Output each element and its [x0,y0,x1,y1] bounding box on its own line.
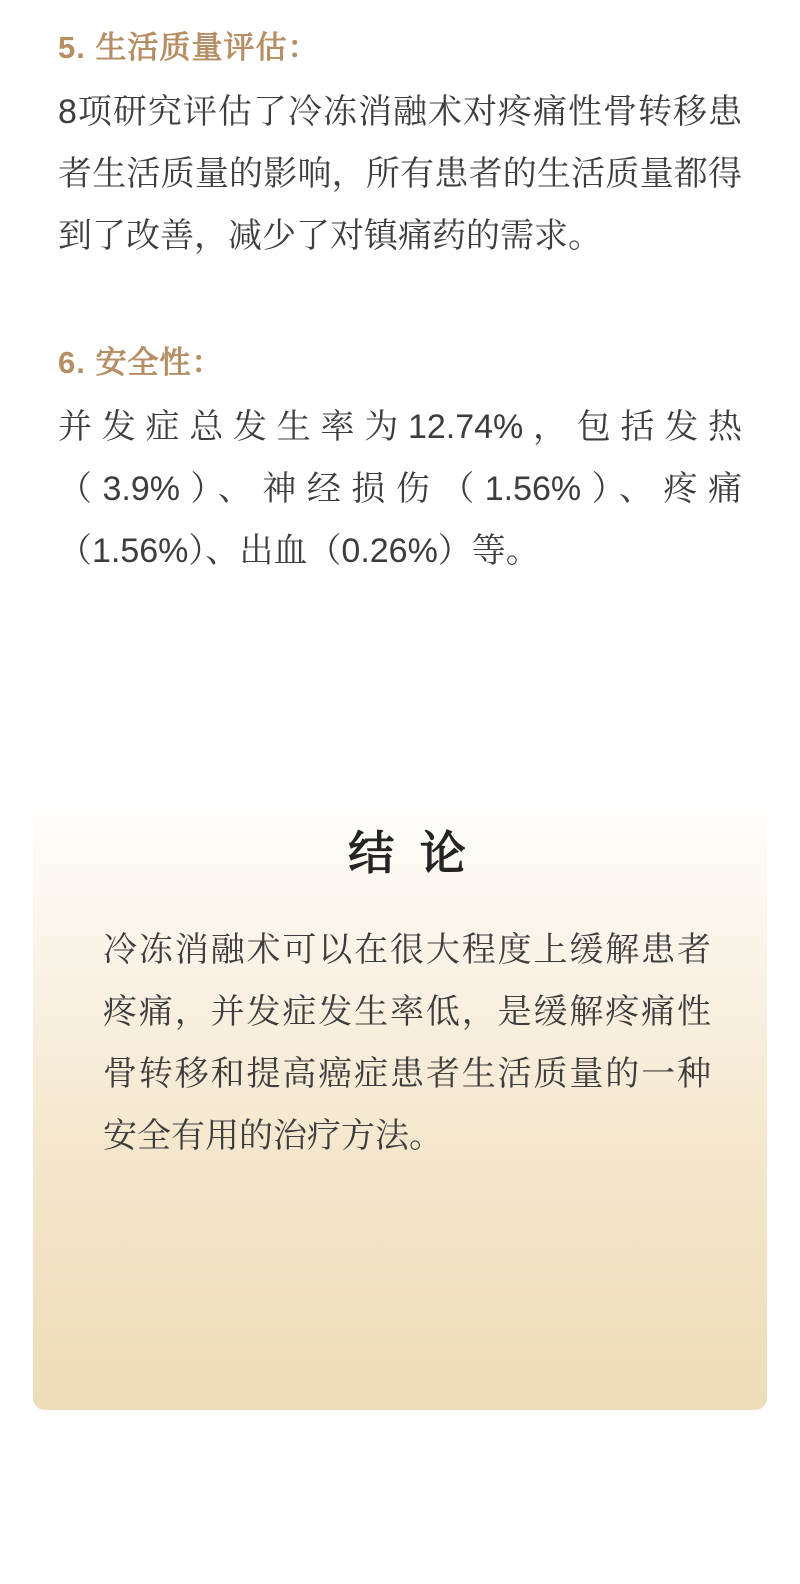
text-line: 安全有用的治疗方法。 [103,1117,443,1155]
conclusion-card [33,798,767,1410]
article-body [0,0,800,582]
text-line: 疼痛，并发症发生率低，是缓解疼痛性 [103,993,711,1031]
conclusion-paragraph [103,919,711,1167]
section-quality-of-life-heading: 5. 生活质量评估： [58,30,320,65]
section-quality-of-life [58,30,742,267]
text-line: （3.9%）、神经损伤（1.56%）、疼痛 [58,470,742,508]
text-line: 骨转移和提高癌症患者生活质量的一种 [103,1055,711,1093]
section-safety [58,345,742,582]
section-safety-heading: 6. 安全性： [58,345,224,380]
text-line: 到了改善，减少了对镇痛药的需求。 [58,217,602,255]
section-safety-paragraph [58,396,742,582]
text-line: 8项研究评估了冷冻消融术对疼痛性骨转移患 [58,93,742,131]
text-line: 者生活质量的影响，所有患者的生活质量都得 [58,155,742,193]
text-line: 并发症总发生率为12.74%，包括发热 [58,408,742,446]
text-line: （1.56%）、出血（0.26%）等。 [58,532,540,570]
section-quality-of-life-paragraph [58,81,742,267]
conclusion-title: 结 论 [348,828,473,879]
text-line: 冷冻消融术可以在很大程度上缓解患者 [103,931,711,969]
